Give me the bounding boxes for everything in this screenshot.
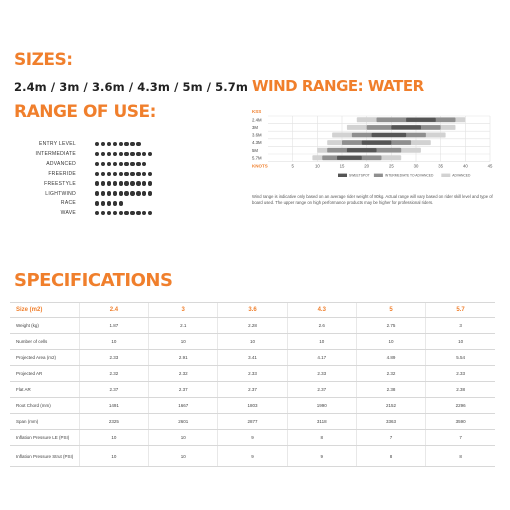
rating-dot (130, 152, 134, 156)
rating-dot (148, 191, 152, 195)
table-cell: 5 (356, 303, 425, 318)
legend-label: SWEETSPOT (349, 173, 370, 178)
specifications-table (10, 302, 495, 467)
rating-dot (95, 181, 99, 185)
table-cell: 10 (149, 430, 218, 446)
range-label-lightwind: LIGHTWIND (45, 190, 76, 197)
rating-dot (113, 201, 117, 205)
x-tick-label: 10 (314, 163, 320, 169)
table-header-row (10, 303, 495, 318)
table-cell: 8 (356, 446, 425, 467)
bar-sweetspot (347, 148, 377, 152)
range-dots-row (95, 171, 152, 177)
row-label: Projected Area (m2) (10, 350, 79, 366)
rating-dot (136, 172, 140, 176)
table-cell: 2.91 (149, 350, 218, 366)
category-label: 5M (252, 147, 258, 153)
table-row (10, 414, 495, 430)
category-label: 4.3M (252, 140, 262, 146)
bar-sweetspot (391, 125, 421, 129)
table-cell: 2.1 (149, 318, 218, 334)
rating-dot (113, 181, 117, 185)
rating-dot (113, 162, 117, 166)
table-cell: 10 (287, 334, 356, 350)
rating-dot (107, 211, 111, 215)
sizes-heading: SIZES: (14, 50, 73, 70)
category-label: 5.7M (252, 155, 262, 161)
table-cell: 2.32 (356, 366, 425, 382)
rating-dot (124, 172, 128, 176)
range-label-intermediate: INTERMEDIATE (35, 150, 76, 157)
rating-dot (136, 181, 140, 185)
row-label: Inflation Pressure Strut (PSI) (10, 446, 79, 467)
table-cell: 3.41 (218, 350, 287, 366)
table-row (10, 430, 495, 446)
table-cell: 2.37 (149, 382, 218, 398)
rating-dot (95, 191, 99, 195)
table-cell: 2.33 (218, 366, 287, 382)
rating-dot (124, 191, 128, 195)
rating-dot (101, 191, 105, 195)
category-label: 2.4M (252, 117, 262, 123)
table-cell: 10 (356, 334, 425, 350)
rating-dot (95, 142, 99, 146)
table-cell: 2.33 (79, 350, 148, 366)
row-label: Projected AR (10, 366, 79, 382)
legend-swatch (338, 174, 347, 177)
category-label: 3.6M (252, 132, 262, 138)
x-tick-label: 15 (339, 163, 345, 169)
table-cell: 2.38 (356, 382, 425, 398)
rating-dot (101, 181, 105, 185)
table-cell: 2.38 (426, 382, 495, 398)
rating-dot (148, 211, 152, 215)
table-cell: 3 (149, 303, 218, 318)
rating-dot (142, 172, 146, 176)
bar-sweetspot (362, 141, 392, 145)
x-tick-label: 25 (388, 163, 394, 169)
table-cell: 2.32 (149, 366, 218, 382)
row-label: Root Chord (mm) (10, 398, 79, 414)
rating-dot (95, 152, 99, 156)
legend-swatch (441, 174, 450, 177)
rating-dot (113, 152, 117, 156)
table-row (10, 382, 495, 398)
table-cell: 1.87 (79, 318, 148, 334)
range-dots-row (95, 191, 152, 197)
x-tick-label: 5 (291, 163, 294, 169)
rating-dot (119, 152, 123, 156)
table-cell: 3590 (426, 414, 495, 430)
table-cell: 2.4 (79, 303, 148, 318)
row-label: Inflation Pressure LE (PSI) (10, 430, 79, 446)
table-cell: 9 (218, 446, 287, 467)
table-cell: 7 (426, 430, 495, 446)
table-cell: 10 (149, 446, 218, 467)
rating-dot (142, 211, 146, 215)
rating-dot (148, 152, 152, 156)
rating-dot (101, 201, 105, 205)
table-cell: 1803 (218, 398, 287, 414)
table-cell: 10 (218, 334, 287, 350)
table-row (10, 350, 495, 366)
rating-dot (107, 142, 111, 146)
rating-dot (119, 162, 123, 166)
rating-dot (142, 162, 146, 166)
rating-dot (130, 211, 134, 215)
table-cell: 7 (356, 430, 425, 446)
specifications-heading: SPECIFICATIONS (14, 270, 173, 291)
wind-range-chart (248, 104, 498, 194)
rating-dot (130, 142, 134, 146)
range-of-use-heading: RANGE OF USE: (14, 102, 156, 122)
rating-dot (113, 172, 117, 176)
row-label: Size (m2) (10, 303, 79, 318)
range-label-entry-level: ENTRY LEVEL (38, 141, 76, 147)
rating-dot (101, 152, 105, 156)
range-dots-row (95, 141, 141, 147)
table-cell: 5.7 (426, 303, 495, 318)
range-label-advanced: ADVANCED (46, 160, 76, 167)
table-cell: 2.33 (426, 366, 495, 382)
table-cell: 10 (79, 446, 148, 467)
rating-dot (142, 181, 146, 185)
table-row (10, 398, 495, 414)
table-cell: 8 (426, 446, 495, 467)
table-cell: 4.89 (356, 350, 425, 366)
x-axis-label: KNOTS (252, 163, 268, 169)
table-cell: 2.28 (218, 318, 287, 334)
rating-dot (130, 191, 134, 195)
rating-dot (101, 142, 105, 146)
rating-dot (130, 181, 134, 185)
wind-range-heading: WIND RANGE: WATER (252, 77, 424, 95)
x-tick-label: 20 (364, 163, 370, 169)
bar-sweetspot (406, 118, 436, 122)
table-cell: 10 (426, 334, 495, 350)
row-label: Flat AR (10, 382, 79, 398)
rating-dot (130, 162, 134, 166)
rating-dot (119, 181, 123, 185)
bar-sweetspot (337, 156, 362, 160)
row-label: Span (mm) (10, 414, 79, 430)
range-label-freestyle: FREESTYLE (44, 180, 76, 187)
rating-dot (95, 201, 99, 205)
category-label: 3M (252, 125, 258, 130)
rating-dot (107, 172, 111, 176)
table-cell: 2877 (218, 414, 287, 430)
table-cell: 3.6 (218, 303, 287, 318)
rating-dot (136, 162, 140, 166)
row-label: Weight (kg) (10, 318, 79, 334)
legend-label: INTERMEDIATE TO ADVANCED (384, 173, 434, 178)
table-cell: 3118 (287, 414, 356, 430)
rating-dot (142, 191, 146, 195)
table-row (10, 366, 495, 382)
table-cell: 1667 (149, 398, 218, 414)
x-tick-label: 30 (413, 163, 419, 169)
rating-dot (124, 211, 128, 215)
x-tick-label: 45 (487, 163, 493, 169)
range-dots-row (95, 200, 123, 206)
rating-dot (95, 211, 99, 215)
rating-dot (119, 201, 123, 205)
sizes-list: 2.4m / 3m / 3.6m / 4.3m / 5m / 5.7m (14, 80, 248, 94)
table-cell: 8 (287, 430, 356, 446)
table-cell: 2601 (149, 414, 218, 430)
rating-dot (107, 201, 111, 205)
rating-dot (113, 211, 117, 215)
bar-sweetspot (372, 133, 407, 137)
table-cell: 4.3 (287, 303, 356, 318)
table-cell: 2.32 (79, 366, 148, 382)
rating-dot (101, 211, 105, 215)
wind-range-note: Wind range is indicative only based on an average rider weight of 80kg. Actual range will vary based on rider skill level and type of board used. The upper range on high performance products may be higher for professional riders. (252, 194, 493, 205)
table-cell: 2152 (356, 398, 425, 414)
table-cell: 9 (287, 446, 356, 467)
table-row (10, 446, 495, 467)
range-label-race: RACE (60, 200, 76, 207)
table-cell: 5.54 (426, 350, 495, 366)
table-cell: 2.37 (218, 382, 287, 398)
axis-header: KSS (252, 109, 262, 114)
rating-dot (124, 152, 128, 156)
table-cell: 9 (218, 430, 287, 446)
range-dots-row (95, 181, 152, 187)
rating-dot (119, 142, 123, 146)
rating-dot (101, 162, 105, 166)
table-cell: 1990 (287, 398, 356, 414)
rating-dot (95, 172, 99, 176)
table-cell: 1491 (79, 398, 148, 414)
range-dots-row (95, 210, 152, 216)
rating-dot (101, 172, 105, 176)
table-cell: 3363 (356, 414, 425, 430)
rating-dot (136, 211, 140, 215)
rating-dot (124, 162, 128, 166)
rating-dot (124, 142, 128, 146)
rating-dot (119, 191, 123, 195)
rating-dot (148, 172, 152, 176)
table-cell: 10 (79, 430, 148, 446)
table-cell: 2.75 (356, 318, 425, 334)
rating-dot (95, 162, 99, 166)
table-row (10, 318, 495, 334)
rating-dot (113, 191, 117, 195)
table-cell: 10 (79, 334, 148, 350)
range-dots-row (95, 161, 146, 167)
rating-dot (119, 211, 123, 215)
range-dots-row (95, 151, 152, 157)
rating-dot (107, 162, 111, 166)
table-cell: 10 (149, 334, 218, 350)
rating-dot (113, 142, 117, 146)
rating-dot (136, 152, 140, 156)
x-tick-label: 35 (438, 163, 444, 169)
legend-swatch (374, 174, 383, 177)
rating-dot (107, 181, 111, 185)
x-tick-label: 40 (462, 163, 468, 169)
rating-dot (124, 181, 128, 185)
rating-dot (142, 152, 146, 156)
rating-dot (130, 172, 134, 176)
table-row (10, 334, 495, 350)
rating-dot (136, 142, 140, 146)
rating-dot (119, 172, 123, 176)
table-cell: 2.37 (79, 382, 148, 398)
table-cell: 2325 (79, 414, 148, 430)
table-cell: 4.17 (287, 350, 356, 366)
row-label: Number of cells (10, 334, 79, 350)
rating-dot (107, 152, 111, 156)
rating-dot (148, 181, 152, 185)
table-cell: 2.33 (287, 366, 356, 382)
rating-dot (136, 191, 140, 195)
table-cell: 2.6 (287, 318, 356, 334)
table-cell: 2296 (426, 398, 495, 414)
rating-dot (107, 191, 111, 195)
legend-label: ADVANCED (452, 173, 471, 178)
range-label-wave: WAVE (60, 210, 76, 217)
range-label-freeride: FREERIDE (48, 170, 76, 177)
table-cell: 3 (426, 318, 495, 334)
table-cell: 2.37 (287, 382, 356, 398)
